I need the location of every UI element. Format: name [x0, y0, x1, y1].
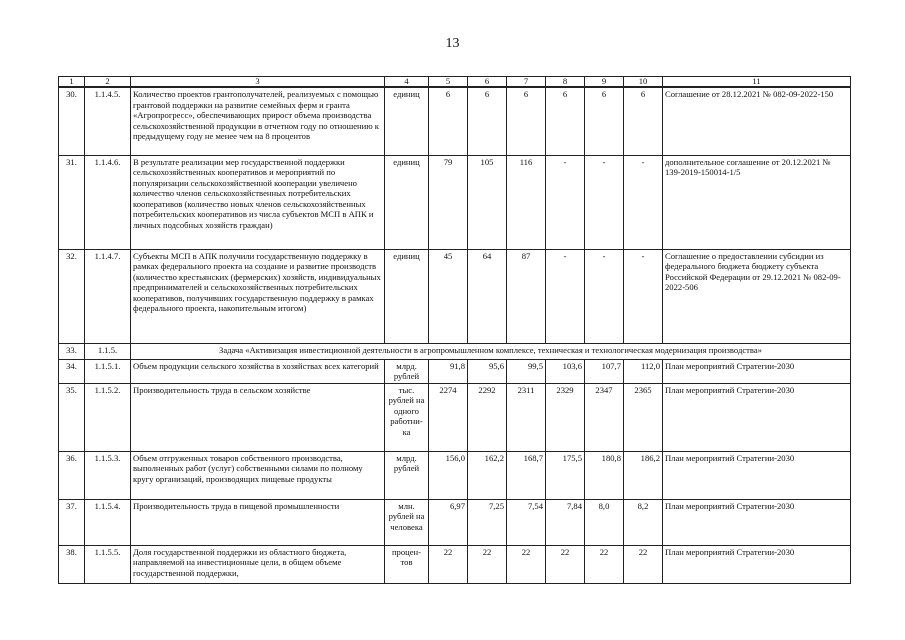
row-value: 45 — [429, 249, 468, 343]
row-value: 22 — [585, 545, 624, 583]
row-unit: тыс. рублей на одного работни-ка — [385, 383, 429, 451]
row-value: - — [624, 249, 663, 343]
row-value: 175,5 — [546, 451, 585, 499]
table-row — [59, 451, 851, 499]
row-value: 22 — [624, 545, 663, 583]
row-source: дополнительное соглашение от 20.12.2021 № 139-2019-150014-1/5 — [663, 155, 851, 249]
row-number: 36. — [59, 451, 85, 499]
row-description: Производительность труда в сельском хозяйстве — [131, 383, 385, 451]
row-unit: единиц — [385, 155, 429, 249]
column-header: 8 — [546, 77, 585, 88]
row-description: Объем отгруженных товаров собственного производства, выполненных работ (услуг) собственными силами по полному кругу организаций, производящих пищевые продукты — [131, 451, 385, 499]
row-value: 6 — [624, 87, 663, 155]
row-source: План мероприятий Стратегии-2030 — [663, 545, 851, 583]
row-description: В результате реализации мер государственной поддержки сельскохозяйственных кооперативов и мероприятий по популяризации сельскохозяйственной кооперации увеличено количество членов сельскохозяйственных потребительских кооперативов (количество новых членов сельскохозяйственных потребительских кооперативов из числа субъектов МСП в АПК и личных подсобных хозяйств граждан) — [131, 155, 385, 249]
row-value: 7,54 — [507, 499, 546, 545]
row-value: 95,6 — [468, 359, 507, 383]
row-value: - — [546, 155, 585, 249]
row-value: 6 — [507, 87, 546, 155]
section-row — [59, 343, 851, 359]
column-header: 2 — [85, 77, 131, 88]
row-value: 6,97 — [429, 499, 468, 545]
row-number: 38. — [59, 545, 85, 583]
row-value: 7,25 — [468, 499, 507, 545]
row-description: Объем продукции сельского хозяйства в хозяйствах всех категорий — [131, 359, 385, 383]
row-value: 2274 — [429, 383, 468, 451]
row-value: 6 — [468, 87, 507, 155]
table-row — [59, 499, 851, 545]
row-value: 2292 — [468, 383, 507, 451]
row-value: - — [585, 249, 624, 343]
table-row — [59, 249, 851, 343]
row-code: 1.1.4.7. — [85, 249, 131, 343]
row-value: 91,8 — [429, 359, 468, 383]
row-value: 2311 — [507, 383, 546, 451]
row-value: 99,5 — [507, 359, 546, 383]
row-description: Производительность труда в пищевой промышленности — [131, 499, 385, 545]
row-code: 1.1.5.3. — [85, 451, 131, 499]
row-description: Субъекты МСП в АПК получили государственную поддержку в рамках федерального проекта на создание и развитие производств (количество крестьянских (фермерских) хозяйств, индивидуальных предпринимателей и сельскохозяйственных потребительских кооперативов, получивших государственную поддержку в рамках федерального проекта, накопительным итогом) — [131, 249, 385, 343]
row-value: 22 — [468, 545, 507, 583]
column-header: 6 — [468, 77, 507, 88]
row-number: 33. — [59, 343, 85, 359]
column-header: 1 — [59, 77, 85, 88]
column-header: 9 — [585, 77, 624, 88]
row-source: План мероприятий Стратегии-2030 — [663, 359, 851, 383]
row-code: 1.1.5.4. — [85, 499, 131, 545]
row-value: 2365 — [624, 383, 663, 451]
row-unit: млн. рублей на человека — [385, 499, 429, 545]
row-description: Количество проектов грантополучателей, реализуемых с помощью грантовой поддержки на развитие семейных ферм и гранта «Агропрогресс», обеспечивающих прирост объема производства сельскохозяйственной продукции в отчетном году по отношению к предыдущему году не менее чем на 8 процентов — [131, 87, 385, 155]
row-value: 116 — [507, 155, 546, 249]
row-value: 105 — [468, 155, 507, 249]
row-value: - — [546, 249, 585, 343]
row-value: 6 — [546, 87, 585, 155]
row-value: 22 — [546, 545, 585, 583]
row-value: 22 — [507, 545, 546, 583]
row-value: 168,7 — [507, 451, 546, 499]
row-value: 180,8 — [585, 451, 624, 499]
row-value: 103,6 — [546, 359, 585, 383]
row-value: 79 — [429, 155, 468, 249]
row-unit: млрд. рублей — [385, 359, 429, 383]
row-unit: единиц — [385, 249, 429, 343]
row-code: 1.1.4.6. — [85, 155, 131, 249]
row-value: 186,2 — [624, 451, 663, 499]
row-source: Соглашение от 28.12.2021 № 082-09-2022-150 — [663, 87, 851, 155]
column-header: 3 — [131, 77, 385, 88]
row-code: 1.1.5. — [85, 343, 131, 359]
row-value: 87 — [507, 249, 546, 343]
row-value: 6 — [585, 87, 624, 155]
row-value: 112,0 — [624, 359, 663, 383]
section-title: Задача «Активизация инвестиционной деятельности в агропромышленном комплексе, техническая и технологическая модернизация производства» — [131, 343, 851, 359]
row-value: 8,0 — [585, 499, 624, 545]
row-value: 2347 — [585, 383, 624, 451]
row-value: - — [624, 155, 663, 249]
column-header: 7 — [507, 77, 546, 88]
row-value: 6 — [429, 87, 468, 155]
column-header: 5 — [429, 77, 468, 88]
row-code: 1.1.5.5. — [85, 545, 131, 583]
column-numbers-row — [59, 77, 851, 88]
row-value: 162,2 — [468, 451, 507, 499]
row-value: 8,2 — [624, 499, 663, 545]
indicators-table — [58, 76, 851, 584]
row-value: 7,84 — [546, 499, 585, 545]
row-number: 30. — [59, 87, 85, 155]
row-source: План мероприятий Стратегии-2030 — [663, 383, 851, 451]
row-code: 1.1.4.5. — [85, 87, 131, 155]
table-row — [59, 155, 851, 249]
row-number: 35. — [59, 383, 85, 451]
row-number: 31. — [59, 155, 85, 249]
row-value: 2329 — [546, 383, 585, 451]
row-value: - — [585, 155, 624, 249]
row-value: 64 — [468, 249, 507, 343]
row-source: Соглашение о предоставлении субсидии из федерального бюджета бюджету субъекта Российской Федерации от 29.12.2021 № 082-09-2022-506 — [663, 249, 851, 343]
row-value: 22 — [429, 545, 468, 583]
page-number: 13 — [445, 36, 460, 51]
row-number: 32. — [59, 249, 85, 343]
row-unit: млрд. рублей — [385, 451, 429, 499]
row-value: 107,7 — [585, 359, 624, 383]
table-row — [59, 383, 851, 451]
row-number: 37. — [59, 499, 85, 545]
row-value: 156,0 — [429, 451, 468, 499]
row-code: 1.1.5.2. — [85, 383, 131, 451]
table-row — [59, 87, 851, 155]
table-row — [59, 545, 851, 583]
column-header: 10 — [624, 77, 663, 88]
row-source: План мероприятий Стратегии-2030 — [663, 499, 851, 545]
row-code: 1.1.5.1. — [85, 359, 131, 383]
row-unit: процен-тов — [385, 545, 429, 583]
column-header: 4 — [385, 77, 429, 88]
row-description: Доля государственной поддержки из областного бюджета, направляемой на инвестиционные цели, в общем объеме государственной поддержки, — [131, 545, 385, 583]
table-row — [59, 359, 851, 383]
row-number: 34. — [59, 359, 85, 383]
column-header: 11 — [663, 77, 851, 88]
row-source: План мероприятий Стратегии-2030 — [663, 451, 851, 499]
row-unit: единиц — [385, 87, 429, 155]
